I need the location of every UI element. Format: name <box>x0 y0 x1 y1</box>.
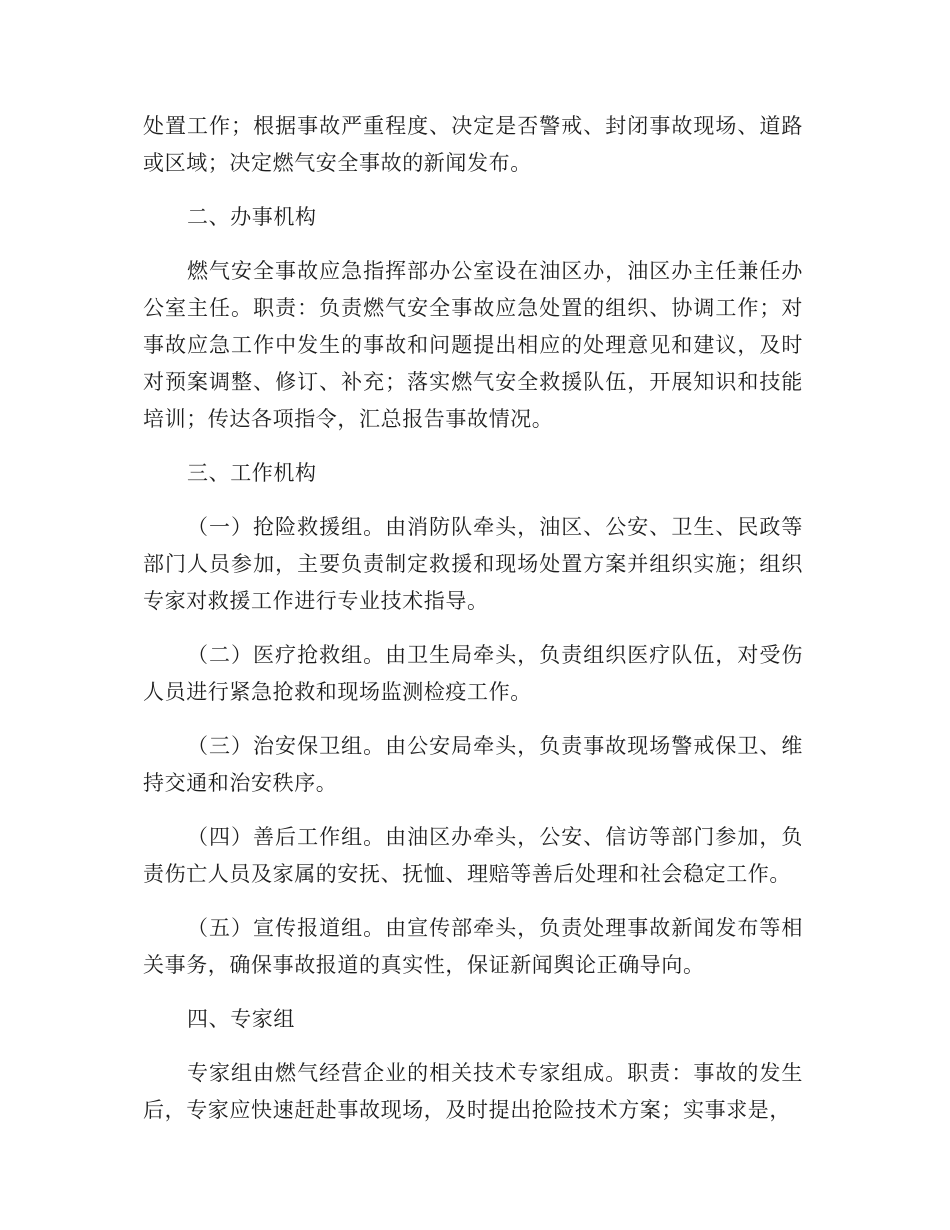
section-heading-working-bodies: 三、工作机构 <box>187 461 317 485</box>
document-body <box>143 108 803 1146</box>
paragraph-aftermath-group: （四）善后工作组。由油区办牵头，公安、信访等部门参加，负责伤亡人员及家属的安抚、抚恤、理赔等善后处理和社会稳定工作。 <box>143 825 803 886</box>
paragraph-medical-group: （二）医疗抢救组。由卫生局牵头，负责组织医疗队伍，对受伤人员进行紧急抢救和现场监测检疫工作。 <box>143 643 803 704</box>
paragraph-security-group: （三）治安保卫组。由公安局牵头，负责事故现场警戒保卫、维持交通和治安秩序。 <box>143 734 803 795</box>
section-heading-expert-group: 四、专家组 <box>187 1007 295 1031</box>
paragraph-continuation: 处置工作；根据事故严重程度、决定是否警戒、封闭事故现场、道路或区域；决定燃气安全事故的新闻发布。 <box>143 114 803 175</box>
paragraph-office-duties: 燃气安全事故应急指挥部办公室设在油区办，油区办主任兼任办公室主任。职责：负责燃气安全事故应急处置的组织、协调工作；对事故应急工作中发生的事故和问题提出相应的处理意见和建议，及时对预案调整、修订、补充；落实燃气安全救援队伍，开展知识和技能培训；传达各项指令，汇总报告事故情况。 <box>143 259 803 431</box>
section-heading-office: 二、办事机构 <box>187 205 317 229</box>
paragraph-publicity-group: （五）宣传报道组。由宣传部牵头，负责处理事故新闻发布等相关事务，确保事故报道的真实性，保证新闻舆论正确导向。 <box>143 916 803 977</box>
paragraph-rescue-group: （一）抢险救援组。由消防队牵头，油区、公安、卫生、民政等部门人员参加，主要负责制定救援和现场处置方案并组织实施；组织专家对救援工作进行专业技术指导。 <box>143 515 803 613</box>
paragraph-expert-group: 专家组由燃气经营企业的相关技术专家组成。职责：事故的发生后，专家应快速赶赴事故现场，及时提出抢险技术方案；实事求是， <box>143 1061 803 1122</box>
